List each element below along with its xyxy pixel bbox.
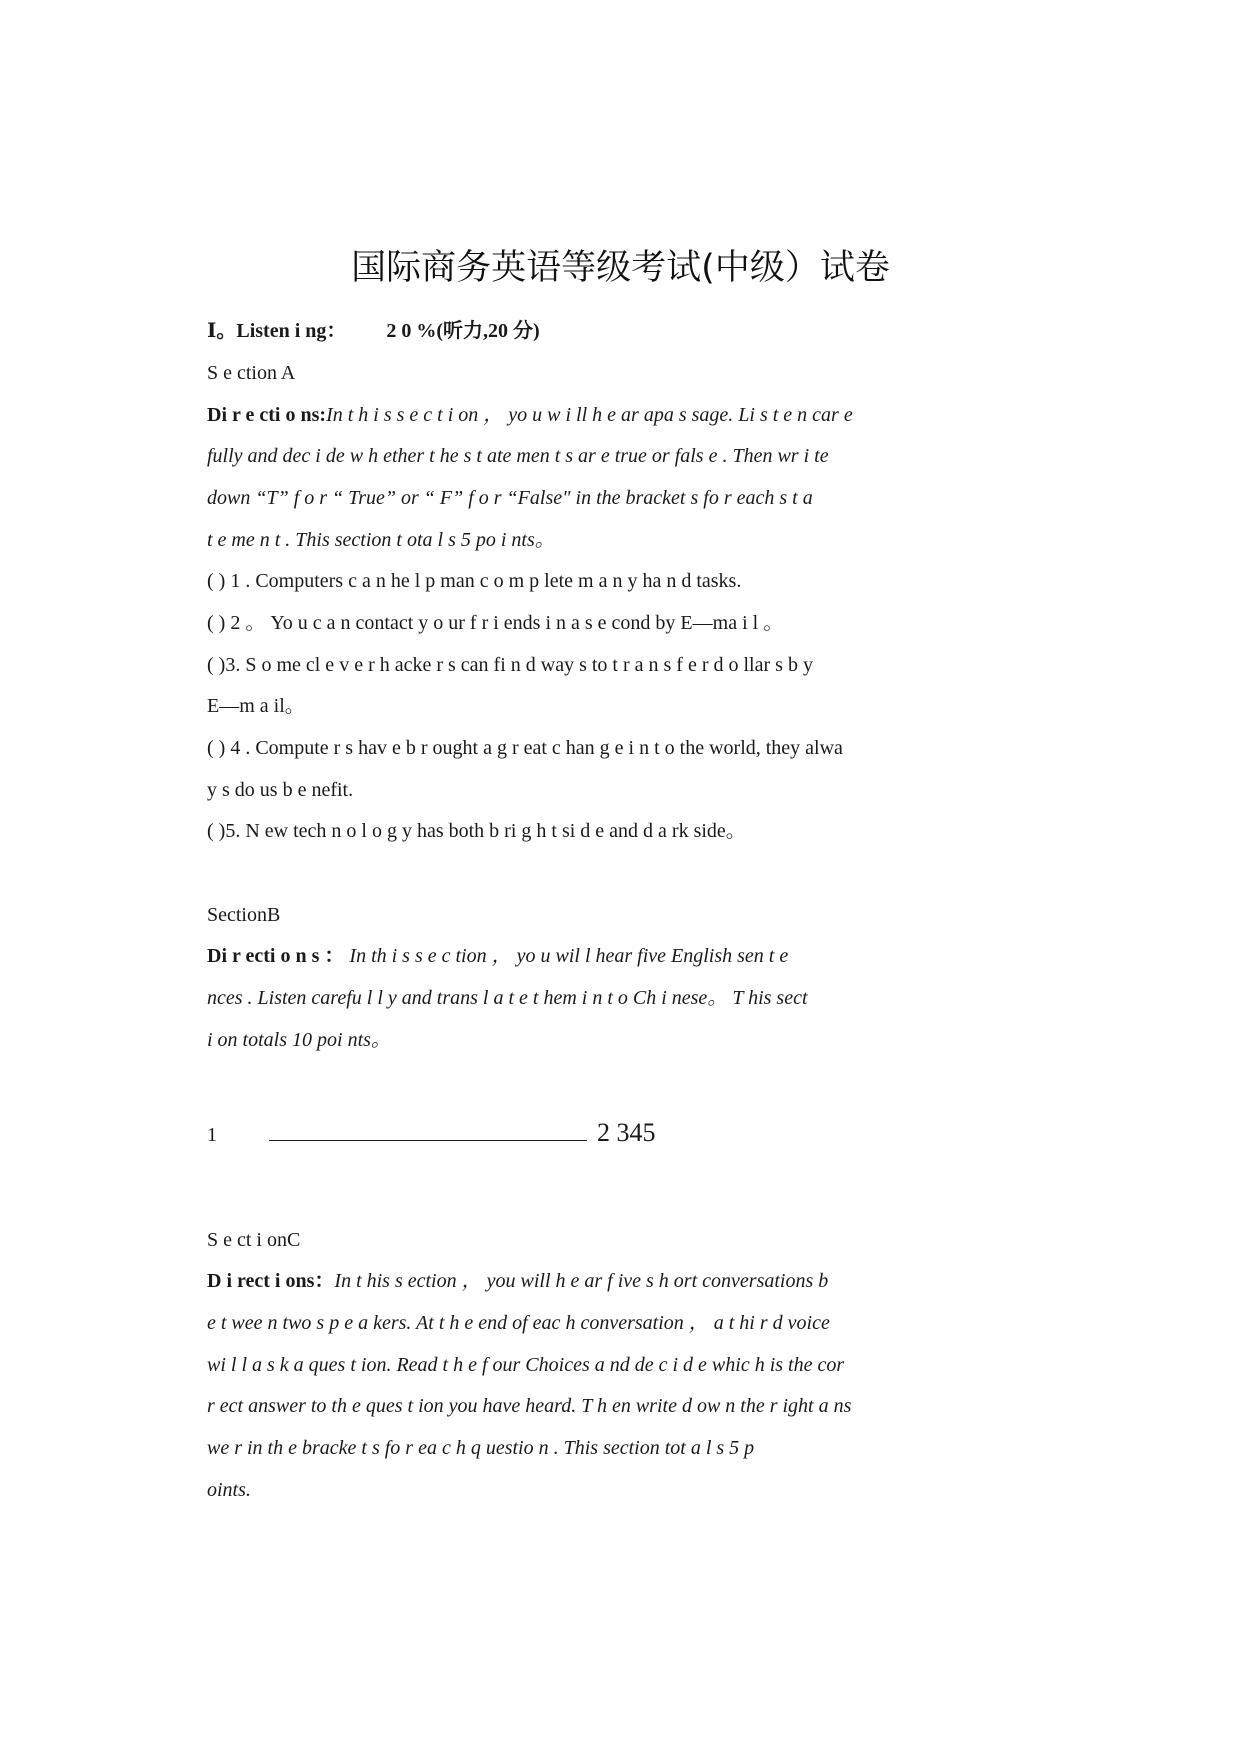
section-a-item-5: ( )5. N ew tech n o l o g y has both b ri g h t si d e and d a rk side。 — [207, 820, 746, 842]
section-a-directions-line-1 — [207, 402, 1067, 428]
section-b-directions-line-2: nces . Listen carefu l l y and trans l a t e t hem i n t o Ch i nese。 T his sect — [207, 987, 808, 1009]
part-heading-label: Ⅰ。Listen i ng： — [207, 320, 347, 342]
section-a-item-4-cont: y s do us b e nefit. — [207, 779, 354, 801]
section-c-directions-line-2: e t wee n two s p e a kers. At t h e end of eac h conversation ， a t hi r d voice — [207, 1312, 830, 1334]
directions-text: In t h i s s e c t i on ， yo u w i ll h e ar apa s sage. Li s t e n car e — [326, 404, 853, 426]
section-c-directions-line-1 — [207, 1268, 1067, 1294]
answer-numbers-rest: 2 345 — [597, 1118, 656, 1147]
section-a-directions-line-3: down “T” f o r “ True” or “ F” f o r “False" in the bracket s fo r each s t a — [207, 487, 813, 509]
section-a-directions-label: Di r e cti o ns: — [207, 404, 327, 426]
section-a-label: S e ction A — [207, 362, 296, 384]
section-c-directions-line-3: wi l l a s k a ques t ion. Read t h e f our Choices a nd de c i d e whic h is the cor — [207, 1354, 845, 1376]
section-b-directions-label: Di r ecti o n s ： — [207, 945, 345, 967]
section-c-directions-line-5: we r in th e bracke t s fo r ea c h q uestio n . This section tot a l s 5 p — [207, 1437, 755, 1459]
section-a-item-1: ( ) 1 . Computers c a n he l p man c o m p lete m a n y ha n d tasks. — [207, 570, 742, 592]
section-c-directions-line-4: r ect answer to th e ques t ion you have heard. T h en write d ow n the r ight a ns — [207, 1395, 852, 1417]
section-a-directions-line-4: t e me n t . This section t ota l s 5 po i nts。 — [207, 529, 555, 551]
page-title: 国际商务英语等级考试(中级）试卷 — [351, 248, 890, 288]
section-c-directions-label: D i rect i ons： — [207, 1270, 335, 1292]
section-a-directions-line-2: fully and dec i de w h ether t he s t ate men t s ar e true or fals e . Then wr i te — [207, 445, 829, 467]
section-c-label: S e ct i onC — [207, 1229, 301, 1251]
section-a-item-3-cont: E—m a il。 — [207, 695, 305, 717]
section-a-item-4: ( ) 4 . Compute r s hav e b r ought a g r eat c han g e i n t o the world, they alwa — [207, 737, 843, 759]
part-heading-listening — [207, 318, 1067, 344]
directions-text: In th i s s e c tion ， yo u wil l hear five English sen t e — [344, 945, 789, 967]
section-b-directions-line-3: i on totals 10 poi nts。 — [207, 1029, 391, 1051]
answer-number-1: 1 — [207, 1124, 217, 1146]
section-c-directions-line-6: oints. — [207, 1479, 251, 1501]
section-b-directions-line-1 — [207, 943, 1067, 969]
part-heading-score: 2 0 %(听力,20 分) — [386, 320, 540, 342]
answer-blank[interactable] — [269, 1120, 587, 1141]
section-a-item-3: ( )3. S o me cl e v e r h acke r s can fi n d way s to t r a n s f e r d o llar s b y — [207, 654, 813, 676]
section-b-answer-row — [207, 1118, 1067, 1150]
section-b-label: SectionB — [207, 904, 281, 926]
directions-text: In t his s ection ， you will h e ar f ive s h ort conversations b — [334, 1270, 829, 1292]
section-a-item-2: ( ) 2 。 Yo u c a n contact y o ur f r i ends i n a s e cond by E—ma i l 。 — [207, 612, 784, 634]
